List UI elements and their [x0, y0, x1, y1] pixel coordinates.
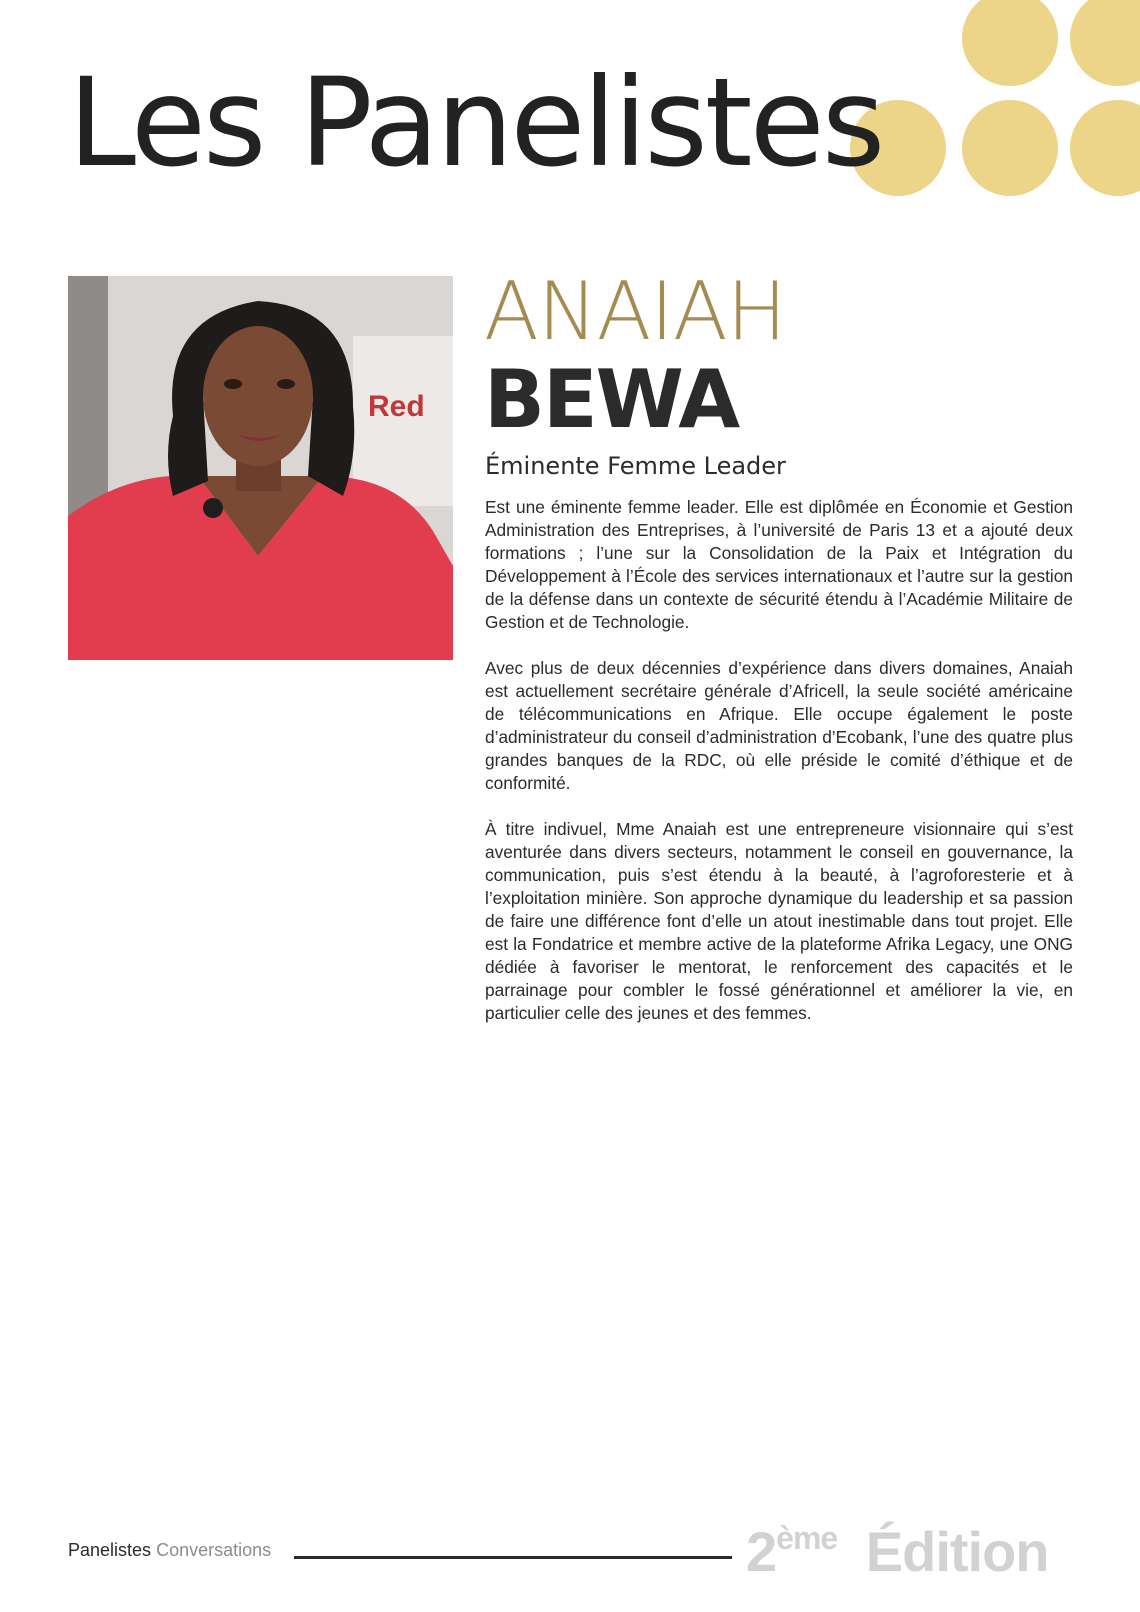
decorative-circle: [1070, 0, 1140, 86]
bio-paragraph: Est une éminente femme leader. Elle est diplômée en Économie et Gestion Administration des Entreprises, à l’université de Paris 13 et a ajouté deux formations ; l’une sur la Consolidation de la Paix et Intégration du Développement à l’École des services internationaux et l’autre sur la gestion de la défense dans un contexte de sécurité étendu à l’Académie Militaire de Gestion et de Technologie.: [485, 497, 1073, 632]
footer-subsection: Conversations: [156, 1540, 272, 1560]
edition-number: 2: [746, 1520, 777, 1583]
panelist-photo: [68, 276, 453, 660]
decorative-circle: [962, 100, 1058, 196]
footer-section-label: [68, 1540, 271, 1561]
edition-word: Édition: [865, 1520, 1049, 1583]
decorative-circle: [1070, 100, 1140, 196]
footer-section: Panelistes: [68, 1540, 152, 1560]
panelist-last-name: BEWA: [484, 353, 739, 446]
footer-divider: [294, 1556, 732, 1559]
bio-paragraph: Avec plus de deux décennies d’expérience dans divers domaines, Anaiah est actuellement secrétaire générale d’Africell, la seule société américaine de télécommunications en Afrique. Elle occupe également le poste d’administrateur du conseil d’administration d’Ecobank, l’une des quatre plus grandes banques de la RDC, où elle préside le comité d’éthique et de conformité.: [485, 658, 1073, 793]
page-title: Les Panelistes: [68, 52, 883, 194]
edition-suffix: ème: [776, 1520, 838, 1556]
bio-paragraph: À titre indivuel, Mme Anaiah est une entrepreneure visionnaire qui s’est aventurée dans divers secteurs, notamment le conseil en gouvernance, la communication, puis s’est étendu à la beauté, à l’agroforesterie et à l’exploitation minière. Son approche dynamique du leadership et sa passion de faire une différence font d’elle un atout inestimable dans tout projet. Elle est la Fondatrice et membre active de la plateforme Afrika Legacy, une ONG dédiée à favoriser le mentorat, le renforcement des capacités et le parrainage pour combler le fossé générationnel et améliorer la vie, en particulier celle des jeunes et des femmes.: [485, 819, 1073, 1023]
panelist-first-name: ANAIAH: [484, 265, 786, 358]
panelist-bio: [485, 496, 1073, 1048]
panelist-role: Éminente Femme Leader: [485, 452, 786, 480]
decorative-circle: [962, 0, 1058, 86]
photo-sign-text: Red: [368, 390, 425, 423]
edition-mark: [746, 1520, 1049, 1583]
